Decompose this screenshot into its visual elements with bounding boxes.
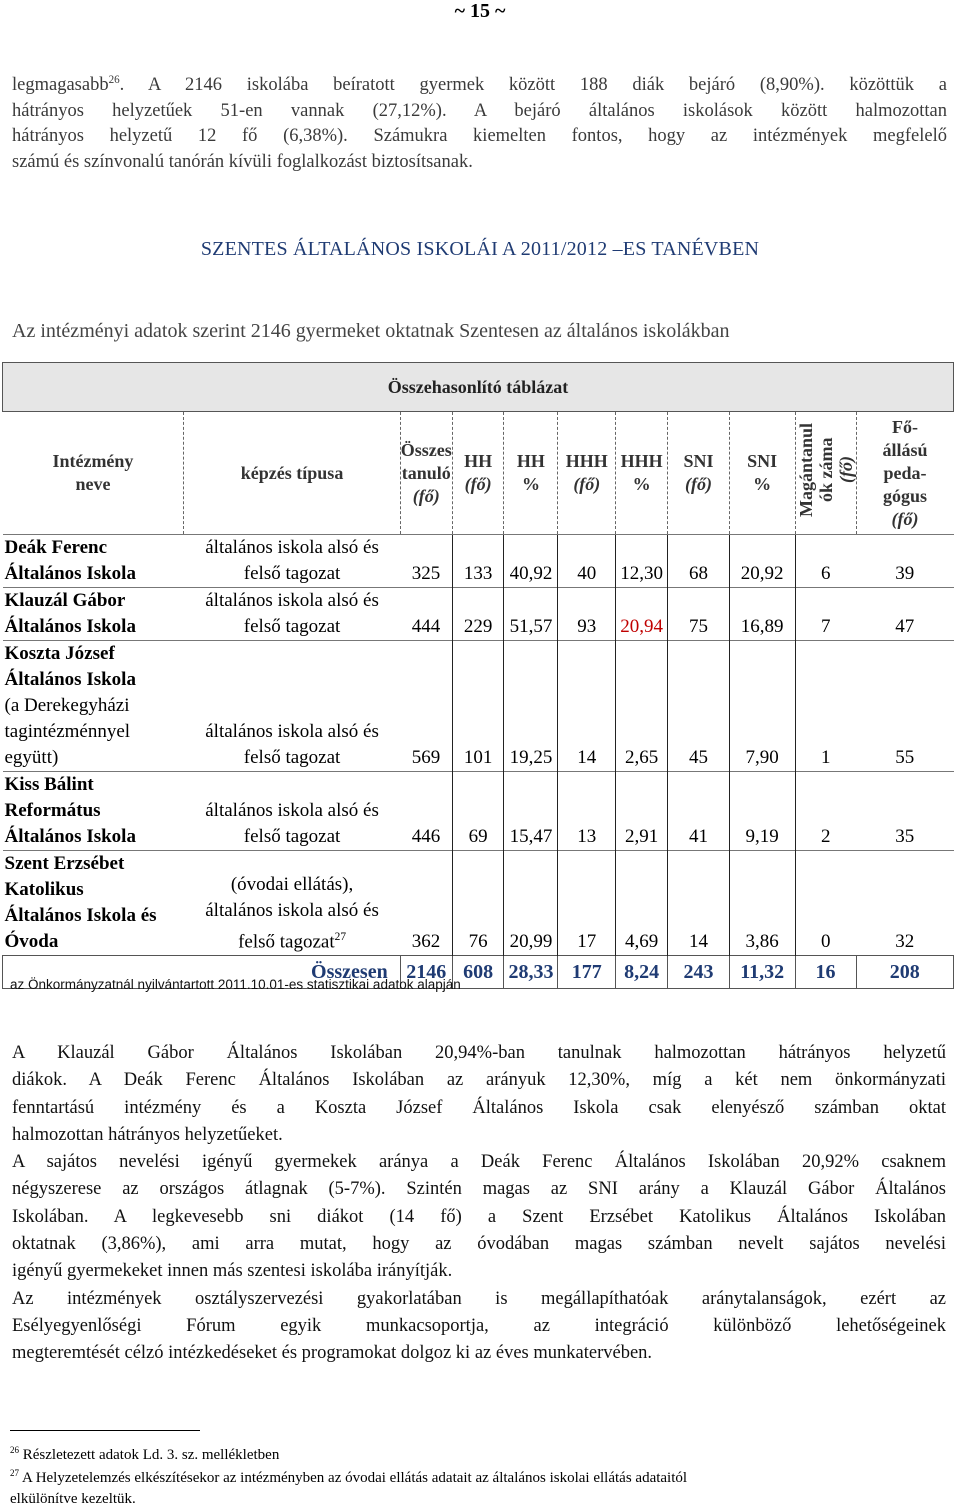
institution-name-line: Általános Iskola <box>4 563 136 584</box>
footnote-divider <box>10 1430 200 1431</box>
hh-percent: 51,57 <box>504 588 558 641</box>
private-students: 6 <box>795 535 856 588</box>
footnote-ref: 26 <box>108 74 120 86</box>
header-line: (fő) <box>684 474 712 494</box>
institution-name-line: Általános Iskola <box>4 616 136 637</box>
training-type-line: (óvodai ellátás), <box>230 873 354 895</box>
header-line: (fő) <box>891 508 919 529</box>
paragraph-line: A sajátos nevelési igényű gyermekek aránya a Deák Ferenc Általános Iskolában 20,92% csaknem <box>12 1152 946 1173</box>
teachers-count: 39 <box>856 535 953 588</box>
paragraph-line: A Klauzál Gábor Általános Iskolában 20,94%-ban tanulnak halmozottan hátrányos helyzetű <box>12 1043 946 1063</box>
total-students: 362 <box>400 851 452 956</box>
hhh-count: 17 <box>558 851 616 956</box>
training-type <box>184 588 400 641</box>
totals-private-students: 16 <box>795 956 856 989</box>
totals-sni-count: 243 <box>668 956 730 989</box>
training-type-line: általános iskola alsó és <box>205 721 379 742</box>
totals-hhh-percent: 8,24 <box>616 956 668 989</box>
sni-count: 41 <box>668 772 730 851</box>
hhh-percent: 2,65 <box>616 641 668 772</box>
paragraph-line: igényű gyermekeket innen más szentesi iskolába irányítják. <box>12 1261 453 1282</box>
sni-percent: 3,86 <box>729 851 795 956</box>
table-row <box>3 588 954 641</box>
sni-percent: 20,92 <box>729 535 795 588</box>
header-hhh-percent <box>616 412 668 535</box>
footnote-ref: 27 <box>334 930 347 943</box>
paragraph-line: fenntartású intézmény és a Koszta József Általános Iskola csak elenyésző számban oktat <box>12 1097 946 1118</box>
paragraph-line: Esélyegyenlőségi Fórum egyik munkacsoportja, az integráció különböző lehetőségeinek <box>12 1315 946 1336</box>
header-line: Fő- <box>892 416 919 437</box>
paragraph-line: Iskolában. A legkevesebb sni diákot (14 fő) a Szent Erzsébet Katolikus Általános Iskolában <box>12 1206 946 1227</box>
paragraph-line: négyszerese az országos átlagnak (5-7%). Szintén magas az SNI arány a Klauzál Gábor Általános <box>12 1179 946 1200</box>
training-type-line: felső tagozat <box>238 931 335 952</box>
header-hh-count <box>452 412 504 535</box>
institution-name-line: tagintézménnyel <box>4 721 131 742</box>
table-row <box>3 641 954 772</box>
institution-name <box>3 772 184 851</box>
teachers-count: 47 <box>856 588 953 641</box>
intro-sentence: Az intézményi adatok szerint 2146 gyermeket oktatnak Szentesen az általános iskolákban <box>12 320 730 342</box>
private-students: 1 <box>795 641 856 772</box>
institution-name-line: Koszta József <box>4 643 115 664</box>
hhh-count: 93 <box>558 588 616 641</box>
header-line: (fő) <box>835 456 856 484</box>
header-sni-percent <box>729 412 795 535</box>
institution-name-line: Szent Erzsébet <box>4 853 125 874</box>
hh-count: 133 <box>452 535 504 588</box>
totals-hh-percent: 28,33 <box>504 956 558 989</box>
totals-sni-percent: 11,32 <box>729 956 795 989</box>
teachers-count: 55 <box>856 641 953 772</box>
source-note: az Önkormányzatnál nyilvántartott 2011.10.01-es statisztikai adatok alapján <box>10 977 461 992</box>
page-number: ~ 15 ~ <box>454 0 506 22</box>
institution-name-line: Katolikus <box>4 879 84 900</box>
training-type <box>184 535 400 588</box>
header-line: % <box>521 474 540 494</box>
hh-percent: 19,25 <box>504 641 558 772</box>
training-type-line: általános iskola alsó és <box>205 537 379 558</box>
sni-percent: 9,19 <box>729 772 795 851</box>
total-students: 446 <box>400 772 452 851</box>
paragraph-line: halmozottan hátrányos helyzetűeket. <box>12 1124 283 1145</box>
private-students: 0 <box>795 851 856 956</box>
header-line: % <box>632 474 651 494</box>
header-line: HHH <box>620 451 663 471</box>
training-type-line: felső tagozat <box>243 616 341 637</box>
paragraph-line: oktatnak (3,86%), ami arra mutat, hogy az óvodában magas számban nevelt sajátos nevelési <box>12 1234 946 1255</box>
footnote-27 <box>10 1463 950 1510</box>
header-line: Intézmény <box>52 451 134 471</box>
training-type-line: általános iskola alsó és <box>205 899 379 921</box>
institution-name-line: Általános Iskola és <box>4 905 157 926</box>
header-institution <box>3 412 184 535</box>
table-row <box>3 851 954 956</box>
sni-count: 14 <box>668 851 730 956</box>
private-students: 7 <box>795 588 856 641</box>
training-type <box>184 641 400 772</box>
totals-teachers: 208 <box>856 956 953 989</box>
institution-name <box>3 588 184 641</box>
header-sni-count <box>668 412 730 535</box>
header-line: peda- <box>883 462 927 483</box>
institution-name-line: Kiss Bálint <box>4 774 94 795</box>
total-students: 325 <box>400 535 452 588</box>
hh-count: 229 <box>452 588 504 641</box>
footnote-text: A Helyzetelemzés elkészítésekor az intézményben az óvodai ellátás adatait az általános iskolai ellátás adataitól <box>21 1470 688 1486</box>
training-type-line: általános iskola alsó és <box>205 590 379 611</box>
training-type-line: általános iskola alsó és <box>205 800 379 821</box>
hhh-percent: 2,91 <box>616 772 668 851</box>
training-type-line: felső tagozat <box>243 826 341 847</box>
header-line: állású <box>882 439 928 460</box>
comparison-table <box>2 362 954 989</box>
institution-name <box>3 535 184 588</box>
header-private-students-text <box>796 423 856 517</box>
hhh-percent: 4,69 <box>616 851 668 956</box>
intro-line: számú és színvonalú tanórán kívüli foglalkozást biztosítsanak. <box>12 151 473 172</box>
hhh-count: 40 <box>558 535 616 588</box>
hh-count: 101 <box>452 641 504 772</box>
paragraph-line: diákok. A Deák Ferenc Általános Iskolában az arányuk 12,30%, míg a két nem önkormányzati <box>12 1070 946 1091</box>
header-hhh-count <box>558 412 616 535</box>
header-line: tanuló <box>401 462 451 483</box>
sni-count: 45 <box>668 641 730 772</box>
institution-name-line: Református <box>4 800 101 821</box>
intro-line: hátrányos helyzetű 12 fő (6,38%). Számukra kiemelten fontos, hogy az intézmények megfelelő <box>12 126 947 147</box>
header-line: (fő) <box>464 474 492 494</box>
header-teachers <box>856 412 953 535</box>
header-line: SNI <box>747 451 778 471</box>
training-type <box>184 772 400 851</box>
institution-name-line: Klauzál Gábor <box>4 590 126 611</box>
header-line: Összes <box>400 439 452 460</box>
header-line: képzés típusa <box>240 462 344 483</box>
total-students: 569 <box>400 641 452 772</box>
footnote-text: Részletezett adatok Ld. 3. sz. mellékletben <box>22 1447 280 1463</box>
totals-hhh-count: 177 <box>558 956 616 989</box>
paragraph-line: megteremtését célzó intézkedéseket és programokat dolgoz ki az éves munkatervében. <box>12 1343 653 1364</box>
header-line: (fő) <box>412 485 440 506</box>
header-line: gógus <box>883 485 928 506</box>
institution-name-line: Óvoda <box>4 931 59 952</box>
footnote-number: 26 <box>10 1445 19 1455</box>
sni-percent: 16,89 <box>729 588 795 641</box>
training-type-line: felső tagozat <box>243 563 341 584</box>
table-title: Összehasonlító táblázat <box>3 363 954 412</box>
total-students: 444 <box>400 588 452 641</box>
intro-line: legmagasabb$^{26}$. A 2146 iskolába beíratott gyermek között 188 diák bejáró (8,90%). közöttük a <box>12 74 947 96</box>
teachers-count: 32 <box>856 851 953 956</box>
header-line: % <box>753 474 772 494</box>
hhh-count: 13 <box>558 772 616 851</box>
sni-percent: 7,90 <box>729 641 795 772</box>
sni-count: 75 <box>668 588 730 641</box>
header-line: HH <box>516 451 545 471</box>
hhh-count: 14 <box>558 641 616 772</box>
footnote-text: elkülönítve kezeltük. <box>10 1491 136 1507</box>
sni-count: 68 <box>668 535 730 588</box>
hh-count: 76 <box>452 851 504 956</box>
teachers-count: 35 <box>856 772 953 851</box>
header-line: Magántanul <box>795 422 816 518</box>
institution-name-line: Deák Ferenc <box>4 537 108 558</box>
header-line: ók záma <box>815 437 836 503</box>
institution-name-line: együtt) <box>4 747 59 768</box>
section-heading: SZENTES ÁLTALÁNOS ISKOLÁI A 2011/2012 –ES TANÉVBEN <box>200 238 760 260</box>
institution-name <box>3 641 184 772</box>
hh-percent: 15,47 <box>504 772 558 851</box>
intro-paragraph <box>12 68 947 176</box>
hhh-percent: 12,30 <box>616 535 668 588</box>
hhh-percent: 20,94 <box>616 588 668 641</box>
paragraph-line: Az intézmények osztályszervezési gyakorlatában is megállapíthatóak aránytalanságok, ezért az <box>12 1288 946 1309</box>
header-line: (fő) <box>573 474 601 494</box>
training-type <box>184 851 400 956</box>
table-row <box>3 772 954 851</box>
analysis-paragraphs <box>12 1040 946 1368</box>
header-line: neve <box>75 474 111 494</box>
private-students: 2 <box>795 772 856 851</box>
totals-hh-count: 608 <box>452 956 504 989</box>
hh-count: 69 <box>452 772 504 851</box>
header-training-type <box>184 412 400 535</box>
intro-line: hátrányos helyzetűek 51-en vannak (27,12%). A bejáró általános iskolások között halmozottan <box>12 100 947 121</box>
institution-name-line: Általános Iskola <box>4 826 136 847</box>
institution-name <box>3 851 184 956</box>
header-hh-percent <box>504 412 558 535</box>
footnote-number: 27 <box>10 1468 19 1478</box>
header-private-students <box>795 412 856 535</box>
table-row <box>3 535 954 588</box>
header-line: HH <box>464 451 493 471</box>
header-line: HHH <box>565 451 608 471</box>
hh-percent: 20,99 <box>504 851 558 956</box>
institution-name-line: (a Derekegyházi <box>4 695 130 716</box>
institution-name-line: Általános Iskola <box>4 669 136 690</box>
totals-total-students: 2146 <box>400 956 452 989</box>
training-type-line: felső tagozat <box>243 747 341 768</box>
header-total-students <box>400 412 452 535</box>
header-line: SNI <box>683 451 714 471</box>
hh-percent: 40,92 <box>504 535 558 588</box>
totals-label: Összesen <box>3 956 401 989</box>
